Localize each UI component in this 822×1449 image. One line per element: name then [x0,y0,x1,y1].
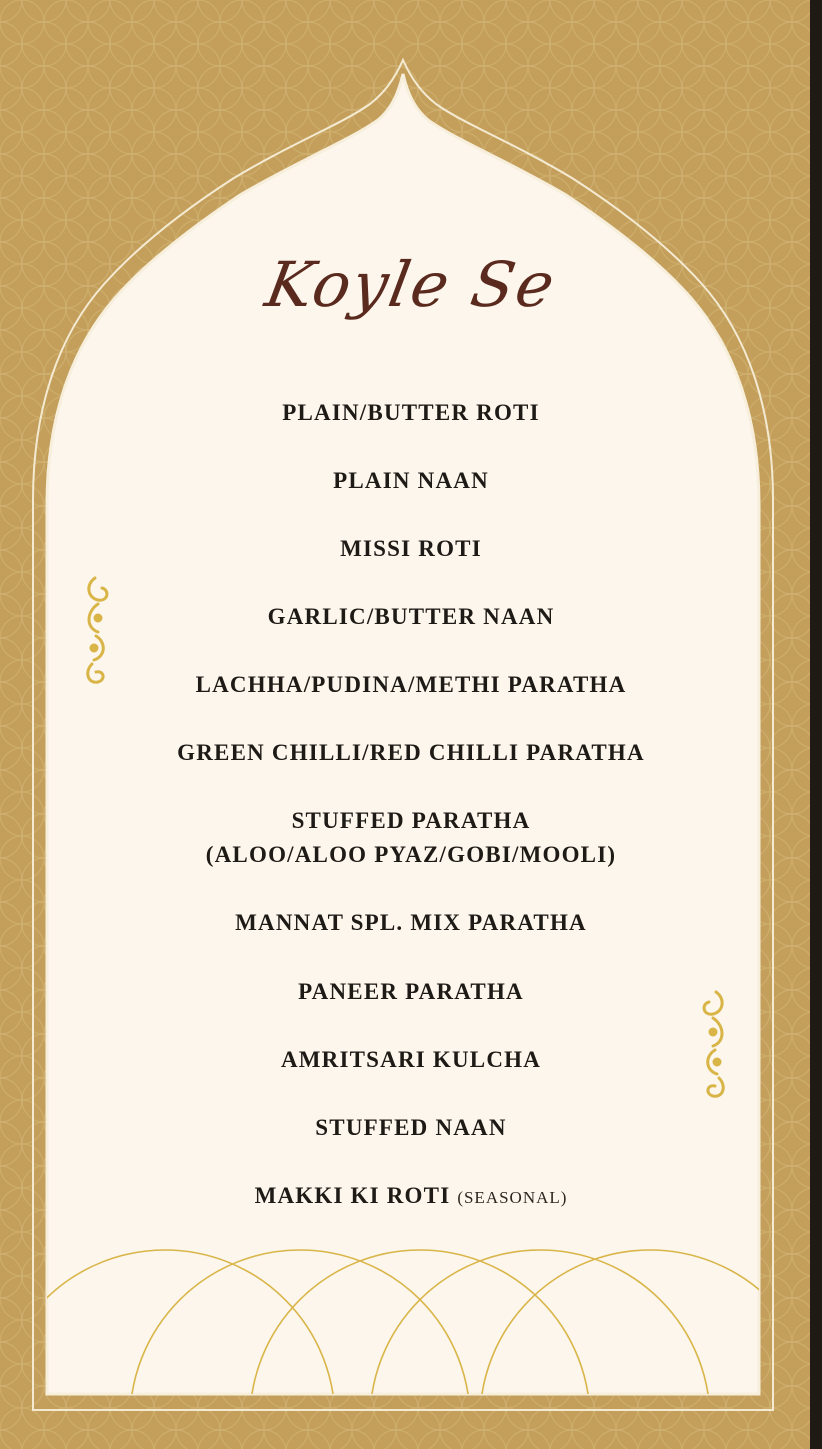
menu-item-name: PLAIN NAAN [333,468,489,493]
menu-item-name: GREEN CHILLI/RED CHILLI PARATHA [177,740,645,765]
menu-item [0,805,822,871]
menu-item [0,533,822,565]
menu-item-name: PANEER PARATHA [298,979,524,1004]
menu-title: Koyle Se [260,248,562,321]
menu-item [0,976,822,1008]
menu-item [0,1180,822,1214]
menu-item [0,1044,822,1076]
right-edge-strip [810,0,822,1449]
menu-item [0,1112,822,1144]
menu-item [0,907,822,939]
menu-item-name: MISSI ROTI [340,536,482,561]
menu-item-name: STUFFED PARATHA [291,808,531,833]
menu-item-name: AMRITSARI KULCHA [280,1047,542,1072]
menu-item [0,669,822,701]
menu-item-name: PLAIN/BUTTER ROTI [282,400,540,425]
menu-item-variants: (ALOO/ALOO PYAZ/GOBI/MOOLI) [205,842,617,867]
menu-item-name: MAKKI KI ROTI [254,1183,451,1208]
menu-item [0,465,822,497]
menu-item [0,737,822,769]
menu-item-name: LACHHA/PUDINA/METHI PARATHA [195,672,627,697]
menu-item-name: MANNAT SPL. MIX PARATHA [235,910,587,935]
menu-item-name: STUFFED NAAN [315,1115,507,1140]
menu-item-name: GARLIC/BUTTER NAAN [267,604,555,629]
menu-item-note: (SEASONAL) [457,1188,568,1207]
menu-item [0,397,822,429]
menu-item [0,601,822,633]
